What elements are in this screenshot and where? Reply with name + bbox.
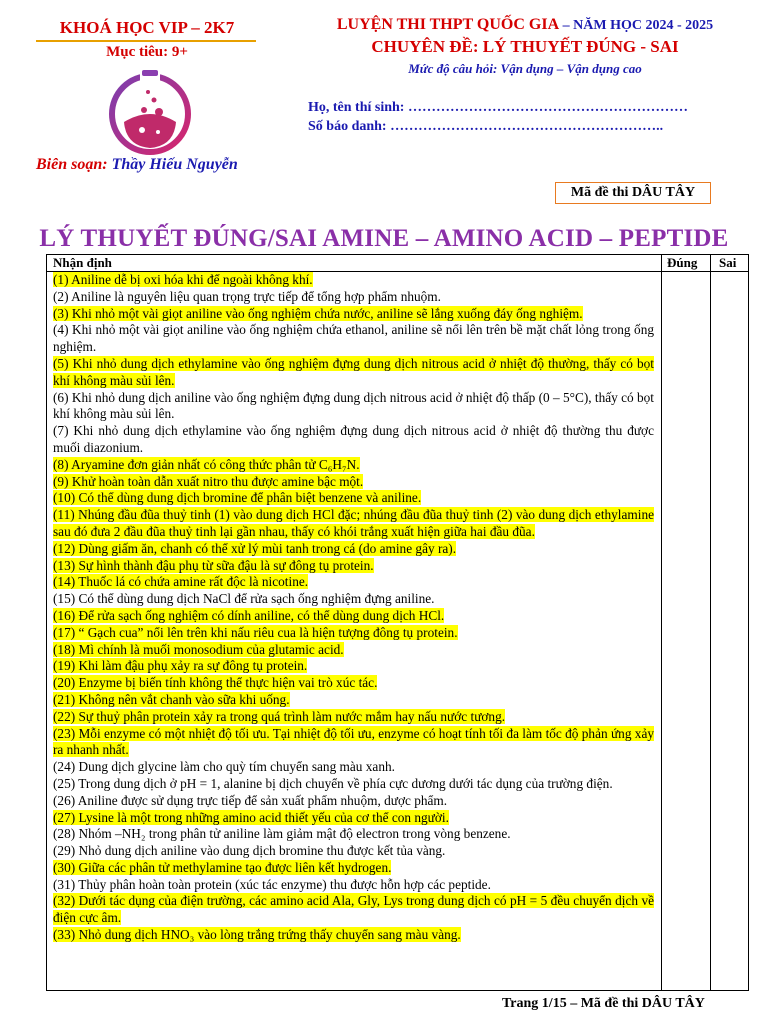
- statement-text: (16) Để rửa sạch ống nghiệm có dính aniline, có thể dùng dung dịch HCl.: [53, 607, 445, 623]
- statement-text: (19) Khi làm đậu phụ xảy ra sự đông tụ protein.: [53, 658, 308, 674]
- exam-year: – NĂM HỌC 2024 - 2025: [559, 18, 714, 33]
- statement-row: [53, 591, 654, 608]
- statement-text: (26) Aniline được sử dụng trực tiếp để sản xuất phẩm nhuộm, dược phẩm.: [53, 792, 448, 808]
- statement-row: [53, 927, 654, 944]
- statement-row: [53, 608, 654, 625]
- statement-text: (2) Aniline là nguyên liệu quan trọng trực tiếp để tổng hợp phẩm nhuộm.: [53, 288, 441, 304]
- header-statement: Nhận định: [53, 255, 112, 270]
- statement-row: [53, 306, 654, 323]
- statement-text: (7) Khi nhỏ dung dịch ethylamine vào ống nghiệm đựng dung dịch nitrous acid ở nhiệt độ thường thu được muối diazonium.: [53, 423, 654, 455]
- column-divider: [710, 255, 711, 990]
- flask-logo-icon: [104, 66, 196, 156]
- statement-text: (11) Nhúng đầu đũa thuỷ tinh (1) vào dung dịch HCl đặc; nhúng đầu đũa thuỷ tinh (2) vào dung dịch ethylamine sau đó đưa 2 đầu đũa thuỷ tinh lại gần nhau, thấy có khói trắng xuất hiện giữa hai đầu đũa.: [53, 507, 654, 539]
- statement-row: [53, 877, 654, 894]
- statement-text: (14) Thuốc lá có chứa amine rất độc là nicotine.: [53, 574, 309, 590]
- topic-title: CHUYÊN ĐỀ: LÝ THUYẾT ĐÚNG - SAI: [371, 37, 679, 56]
- statement-text: (32) Dưới tác dụng của điện trường, các amino acid Ala, Gly, Lys trong dung dịch có pH = 5 đều chuyển dịch về điện cực âm.: [53, 893, 654, 926]
- page-footer: Trang 1/15 – Mã đề thi DÂU TÂY: [502, 996, 705, 1011]
- statement-row: [53, 289, 654, 306]
- statement-row: [53, 625, 654, 642]
- statement-text: (27) Lysine là một trong những amino acid thiết yếu của cơ thể con người.: [53, 809, 449, 825]
- author-name: Thầy Hiếu Nguyễn: [111, 156, 238, 173]
- statement-row: [53, 658, 654, 675]
- statement-text: (17) “ Gạch cua” nổi lên trên khi nấu riêu cua là hiện tượng đông tụ protein.: [53, 624, 458, 640]
- exam-title-main: LUYỆN THI THPT QUỐC GIA: [336, 16, 560, 33]
- statement-text: (12) Dùng giấm ăn, chanh có thể xử lý mùi tanh trong cá (do amine gây ra).: [53, 540, 457, 556]
- question-level: Mức độ câu hỏi: Vận dụng – Vận dụng cao: [408, 61, 642, 76]
- statement-text: (25) Trong dung dịch ở pH = 1, alanine bị dịch chuyển về phía cực dương dưới tác dụng của trường điện.: [53, 775, 613, 791]
- statement-row: [53, 642, 654, 659]
- statement-row: [53, 776, 654, 793]
- statement-text: (24) Dung dịch glycine làm cho quỳ tím chuyển sang màu xanh.: [53, 759, 395, 775]
- statement-row: [53, 574, 654, 591]
- statement-row: [53, 793, 654, 810]
- statement-row: [53, 356, 654, 390]
- statement-text: (9) Khử hoàn toàn dẫn xuất nitro thu được amine bậc một.: [53, 473, 364, 489]
- statement-text: (3) Khi nhỏ một vài giọt aniline vào ống nghiệm chứa nước, aniline sẽ lắng xuống đáy ống nghiệm.: [53, 305, 583, 321]
- statement-row: [53, 457, 654, 474]
- column-divider: [661, 255, 662, 990]
- statement-text: (21) Không nên vắt chanh vào sữa khi uống.: [53, 691, 290, 707]
- statement-text: (8) Aryamine đơn giản nhất có công thức phân tử C₆H₇N.: [53, 456, 360, 472]
- statement-row: [53, 507, 654, 541]
- statement-text: (13) Sự hình thành đậu phụ từ sữa đậu là sự đông tụ protein.: [53, 557, 374, 573]
- statement-row: [53, 893, 654, 927]
- header-false: Sai: [719, 255, 737, 270]
- course-logo: [104, 66, 196, 156]
- statement-row: [53, 826, 654, 843]
- statement-text: (18) Mì chính là muối monosodium của glutamic acid.: [53, 641, 344, 657]
- statement-text: (23) Mỗi enzyme có một nhiệt độ tối ưu. Tại nhiệt độ tối ưu, enzyme có hoạt tính tối đa làm tốc độ phản ứng xảy ra nhanh nhất.: [53, 725, 654, 758]
- statement-text: (20) Enzyme bị biến tính không thể thực hiện vai trò xúc tác.: [53, 675, 378, 691]
- title-underline: [36, 40, 256, 42]
- author-label: Biên soạn:: [36, 156, 108, 173]
- statement-text: (15) Có thể dùng dung dịch NaCl để rửa sạch ống nghiệm đựng aniline.: [53, 591, 435, 607]
- statement-row: [53, 860, 654, 877]
- statement-text: (31) Thủy phân hoàn toàn protein (xúc tác enzyme) thu được hỗn hợp các peptide.: [53, 876, 491, 892]
- exam-title: [290, 16, 760, 34]
- statement-text: (33) Nhỏ dung dịch HNO₃ vào lòng trắng trứng thấy chuyển sang màu vàng.: [53, 927, 461, 943]
- course-title: KHOÁ HỌC VIP – 2K7: [59, 18, 235, 37]
- statement-text: (1) Aniline dễ bị oxi hóa khi để ngoài không khí.: [53, 272, 313, 287]
- statement-row: [53, 322, 654, 356]
- goal-text: Mục tiêu: 9+: [106, 44, 188, 60]
- statement-row: [53, 709, 654, 726]
- author-line: [36, 156, 238, 174]
- statement-text: (4) Khi nhỏ một vài giọt aniline vào ống nghiệm chứa ethanol, aniline sẽ nổi lên trên bề mặt chất lỏng trong ống nghiệm.: [53, 322, 654, 355]
- statement-row: [53, 759, 654, 776]
- candidate-name-field: Họ, tên thí sinh: ……………………………………………………: [308, 100, 688, 115]
- statement-table: [46, 254, 749, 991]
- statement-text: (5) Khi nhỏ dung dịch ethylamine vào ống nghiệm đựng dung dịch nitrous acid ở nhiệt độ thường, thấy có bọt khí không màu sủi lên.: [53, 355, 654, 388]
- statement-row: [53, 558, 654, 575]
- main-title: LÝ THUYẾT ĐÚNG/SAI AMINE – AMINO ACID – PEPTIDE: [39, 225, 729, 252]
- statement-text: (30) Giữa các phân tử methylamine tạo được liên kết hydrogen.: [53, 859, 392, 875]
- statement-text: (29) Nhỏ dung dịch aniline vào dung dịch bromine thu được kết tủa vàng.: [53, 843, 446, 859]
- statement-row: [53, 474, 654, 491]
- statement-row: [53, 810, 654, 827]
- statement-row: [53, 390, 654, 424]
- statement-row: [53, 692, 654, 709]
- exam-code-box: Mã đề thi DÂU TÂY: [555, 182, 711, 204]
- statement-row: [53, 675, 654, 692]
- statement-row: [53, 843, 654, 860]
- statement-row: [53, 541, 654, 558]
- header-true: Đúng: [667, 255, 698, 270]
- statement-list: [53, 272, 654, 944]
- statement-text: (6) Khi nhỏ dung dịch aniline vào ống nghiệm đựng dung dịch nitrous acid ở nhiệt độ thấp (0 – 5°C), thấy có bọt khí không màu sủi lên.: [53, 389, 654, 422]
- statement-row: [53, 490, 654, 507]
- statement-row: [53, 726, 654, 760]
- statement-row: [53, 423, 654, 457]
- candidate-number-field: Số báo danh: …………………………………………………..: [308, 119, 664, 134]
- statement-text: (10) Có thể dùng dung dịch bromine để phân biệt benzene và aniline.: [53, 490, 422, 506]
- statement-text: (22) Sự thuỷ phân protein xảy ra trong quá trình làm nước mắm hay nấu nước tương.: [53, 708, 506, 724]
- statement-row: [53, 272, 654, 289]
- statement-text: (28) Nhóm –NH₂ trong phân tử aniline làm giảm mật độ electron trong vòng benzene.: [53, 826, 511, 842]
